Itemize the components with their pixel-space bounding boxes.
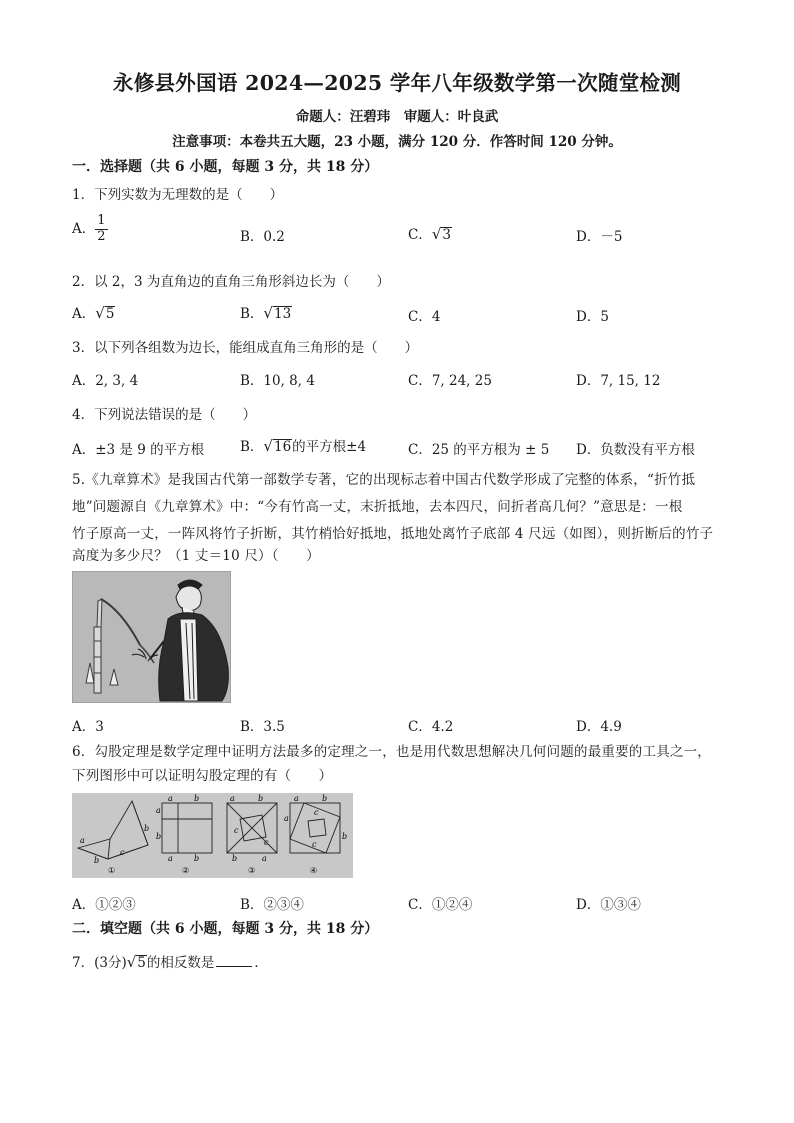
q1-option-a: [72, 214, 108, 245]
section-heading-choice: 一．选择题（共 6 小题，每题 3 分，共 18 分）: [72, 159, 379, 175]
option-label: B．: [240, 306, 264, 322]
fig1-label-b: b: [94, 856, 100, 865]
fig1-label-c: c: [120, 848, 125, 857]
fig4-label-b: b: [322, 794, 328, 803]
q6-option-d: D．①③④: [576, 897, 641, 913]
radical-sign: √: [431, 225, 442, 243]
question-7-end: ．: [254, 955, 268, 971]
q2-option-c: C．4: [408, 309, 441, 325]
notice-line: 注意事项：本卷共五大题，23 小题，满分 120 分．作答时间 120 分钟。: [172, 134, 622, 150]
question-5-line-3: 竹子原高一丈，一阵风将竹子折断，其竹梢恰好抵地，抵地处离竹子底部 4 尺远（如图），则折断后的竹子: [72, 526, 714, 542]
question-5-line-2: 地”问题源自《九章算术》中：“今有竹高一丈，末折抵地，去本四尺，问折者高几何？”意思是：一根: [72, 499, 683, 515]
pythagorean-figures: [72, 793, 353, 878]
q2-option-a: [72, 302, 115, 322]
q1-option-b: B．0.2: [240, 229, 285, 245]
question-2-stem: 2．以 2，3 为直角边的直角三角形斜边长为（ ）: [72, 274, 390, 290]
fig3-number: ③: [248, 866, 256, 875]
fig4-label-c2: c: [312, 840, 317, 849]
bamboo-illustration: [72, 571, 231, 703]
fig2-label-a-left: a: [156, 806, 161, 815]
q3-option-a: A．2, 3, 4: [72, 373, 139, 389]
fig3-label-a: a: [230, 794, 235, 803]
q3-option-b: B．10, 8, 4: [240, 373, 315, 389]
q1-option-c: [408, 223, 452, 243]
fig4-label-b-right: b: [342, 832, 348, 841]
question-6-line-1: 6．勾股定理是数学定理中证明方法最多的定理之一，也是用代数思想解决几何问题的最重要的工具之一，: [72, 744, 711, 760]
fig2-label-a-bottom: a: [168, 854, 173, 863]
option-label: B．: [240, 439, 264, 455]
q5-option-a: A．3: [72, 719, 104, 735]
q1-option-d: D．－5: [576, 229, 623, 245]
radicand: 13: [273, 306, 292, 322]
fig1-number: ①: [108, 866, 116, 875]
fig4-label-a: a: [294, 794, 299, 803]
question-5-line-4: 高度为多少尺？（1 丈＝10 尺）（ ）: [72, 548, 320, 564]
radicand: 3: [442, 227, 451, 243]
authors-line: 命题人：汪碧玮 审题人：叶良武: [295, 109, 499, 125]
q6-option-a: A．①②③: [72, 897, 136, 913]
fraction: [95, 214, 107, 245]
fig4-label-a-left: a: [284, 814, 289, 823]
q5-option-c: C．4.2: [408, 719, 454, 735]
fig3-label-c: c: [234, 826, 239, 835]
radicand: 5: [105, 306, 115, 322]
fig4-number: ④: [310, 866, 318, 875]
question-6-line-2: 下列图形中可以证明勾股定理的有（ ）: [72, 768, 333, 784]
fig2-label-b-bottom: b: [194, 854, 200, 863]
question-7-text: 的相反数是: [146, 955, 215, 971]
fig1-label-a: a: [80, 836, 85, 845]
option-text: 的平方根±4: [292, 439, 367, 455]
option-label: C．: [408, 227, 432, 243]
proof-diagrams: [72, 793, 353, 878]
fig1-label-b2: b: [144, 824, 150, 833]
radical-sign: √: [263, 437, 273, 455]
fig4-label-c: c: [314, 808, 319, 817]
q4-option-d: D．负数没有平方根: [576, 442, 695, 458]
question-4-stem: 4．下列说法错误的是（ ）: [72, 407, 257, 423]
q3-option-c: C．7, 24, 25: [408, 373, 492, 389]
q4-option-b: [240, 435, 366, 455]
radical-sign: √: [263, 304, 273, 322]
fig2-label-b-left: b: [156, 832, 162, 841]
fig3-label-b: b: [258, 794, 264, 803]
q3-option-d: D．7, 15, 12: [576, 373, 661, 389]
numerator: 1: [97, 213, 106, 228]
q5-option-d: D．4.9: [576, 719, 622, 735]
question-7: [72, 951, 268, 971]
question-1-stem: 1．下列实数为无理数的是（ ）: [72, 187, 284, 203]
fig2-number: ②: [182, 866, 190, 875]
fig2-label-b: b: [194, 794, 200, 803]
radical-sign: √: [95, 304, 105, 322]
q5-option-b: B．3.5: [240, 719, 285, 735]
q2-option-b: [240, 302, 292, 322]
q4-option-a: A．±3 是 9 的平方根: [72, 442, 205, 458]
radicand: 5: [137, 955, 146, 971]
q6-option-c: C．①②④: [408, 897, 473, 913]
option-label: A．: [72, 220, 96, 237]
question-7-prefix: 7．(3分): [72, 955, 127, 971]
fig3-label-c2: c: [264, 838, 269, 847]
fig2-label-a: a: [168, 794, 173, 803]
fig3-label-b-bottom: b: [232, 854, 238, 863]
question-5-line-1: 5.《九章算术》是我国古代第一部数学专著，它的出现标志着中国古代数学形成了完整的体系，“折竹抵: [72, 472, 696, 488]
radicand: 16: [273, 439, 292, 455]
bamboo-scholar-figure: [72, 571, 231, 703]
fig3-label-a-bottom: a: [262, 854, 267, 863]
option-label: A．: [72, 306, 96, 322]
q4-option-c: C．25 的平方根为 ± 5: [408, 442, 550, 458]
q2-option-d: D．5: [576, 309, 609, 325]
denominator: 2: [97, 228, 106, 244]
answer-blank[interactable]: [216, 966, 252, 967]
q6-option-b: B．②③④: [240, 897, 304, 913]
radical-sign: √: [126, 953, 137, 971]
question-3-stem: 3．以下列各组数为边长，能组成直角三角形的是（ ）: [72, 340, 419, 356]
page-title: 永修县外国语 2024—2025 学年八年级数学第一次随堂检测: [112, 71, 682, 95]
section-heading-fill: 二．填空题（共 6 小题，每题 3 分，共 18 分）: [72, 921, 379, 937]
